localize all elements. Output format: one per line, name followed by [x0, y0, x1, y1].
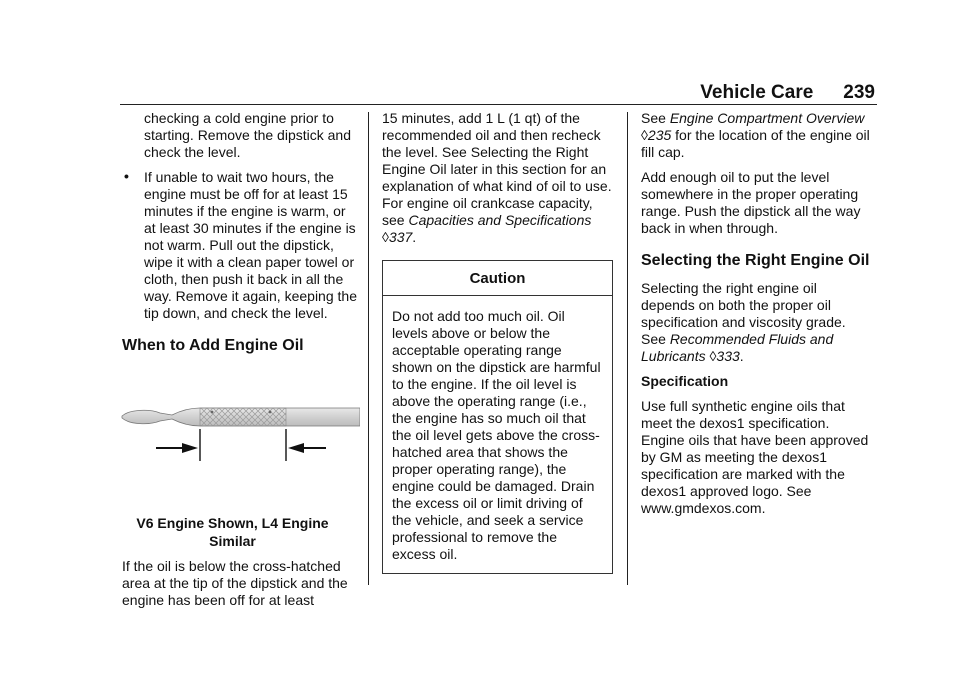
- subheading-specification: Specification: [641, 373, 729, 389]
- section-heading-2: Selecting the Right Engine Oil: [641, 252, 870, 269]
- figure-caption: V6 Engine Shown, L4 Engine Similar: [136, 515, 329, 549]
- closing-paragraph: If the oil is below the cross-hatched area at the tip of the dipstick and the engine has been off for at least: [122, 558, 348, 608]
- column-1: [122, 110, 357, 617]
- page-ref-235[interactable]: 235: [647, 127, 672, 143]
- selecting-text: Selecting the right engine oil depends on both the proper oil specification and viscosity grade. See: [641, 280, 846, 347]
- caution-box: [382, 260, 613, 574]
- page-ref-337[interactable]: 337: [388, 229, 413, 245]
- column-divider-2: [627, 112, 628, 585]
- add-oil-text: 15 minutes, add 1 L (1 qt) of the recommended oil and then recheck the level. See: [382, 110, 601, 160]
- continued-paragraph: checking a cold engine prior to starting. Remove the dipstick and check the level.: [144, 110, 351, 160]
- dipstick-figure: [120, 399, 360, 494]
- section-heading: When to Add Engine Oil: [122, 337, 304, 354]
- add-oil-paragraph: 15 minutes, add 1 L (1 qt) of the recommended oil and then recheck the level. See Selecting the Right Engine Oil later in this section for an explanation of what kind of oil to use. For engine oil crankcase capacity, see Capacities and Specifications ◊337.: [382, 110, 612, 245]
- column-divider-1: [368, 112, 369, 585]
- bullet-mark: •: [124, 168, 129, 184]
- caution-title: Caution: [383, 261, 612, 296]
- xref-engine-compartment[interactable]: Engine Compartment Overview: [669, 110, 865, 126]
- caution-text: Do not add too much oil. Oil levels above or below the acceptable operating range shown on the dipstick are harmful to the engine. If the oil level is above the operating range (i.e., the engine has so much oil that the oil level gets above the cross-hatched area that shows the proper operating range), the engine could be damaged. Drain the excess oil or limit driving of the vehicle, and seek a service professional to remove the excess oil.: [392, 308, 601, 562]
- xref-capacities[interactable]: Capacities and Specifications: [408, 212, 592, 228]
- page-number: 239: [843, 82, 875, 103]
- fill-cap-tail: for the location of the engine oil fill cap.: [641, 127, 870, 160]
- bullet-item: [122, 169, 357, 322]
- column-2: [382, 110, 614, 574]
- add-oil-tail: later in this section for an explanation of what kind of oil to use. For engine oil crankcase capacity, see: [382, 161, 612, 228]
- header-rule: [120, 104, 877, 105]
- page-ref-symbol: ◊: [709, 348, 717, 364]
- add-level-paragraph: Add enough oil to put the level somewhere in the proper operating range. Push the dipstick all the way back in when through.: [641, 169, 861, 236]
- bullet-text: If unable to wait two hours, the engine must be off for at least 15 minutes if the engine is warm, or at least 30 minutes if the engine is not warm. Pull out the dipstick, wipe it with a clean paper towel or cloth, then push it back in all the way. Remove it again, keeping the tip down, and check the level.: [144, 169, 357, 321]
- page-header: [0, 82, 875, 104]
- xref-fluids-lubricants[interactable]: Recommended Fluids and Lubricants: [641, 331, 834, 364]
- dipstick-illustration: [120, 399, 360, 494]
- specification-paragraph: Use full synthetic engine oils that meet the dexos1 specification. Engine oils that have been approved by GM as meeting the dexos1 specification are marked with the dexos1 approved logo. See www.gmdexos.com.: [641, 398, 869, 516]
- fill-cap-paragraph: [641, 110, 873, 161]
- see-text: See: [641, 110, 666, 126]
- page-ref-333[interactable]: 333: [716, 348, 740, 364]
- page-ref-symbol: ◊: [641, 127, 648, 143]
- selecting-paragraph: Selecting the right engine oil depends on both the proper oil specification and viscosity grade. See Recommended Fluids and Lubricants ◊333.: [641, 280, 846, 364]
- column-3: [641, 110, 873, 525]
- xref-selecting-oil[interactable]: Selecting the Right Engine Oil: [382, 144, 589, 177]
- section-title: Vehicle Care: [700, 82, 814, 103]
- page-ref-symbol: ◊: [382, 229, 389, 245]
